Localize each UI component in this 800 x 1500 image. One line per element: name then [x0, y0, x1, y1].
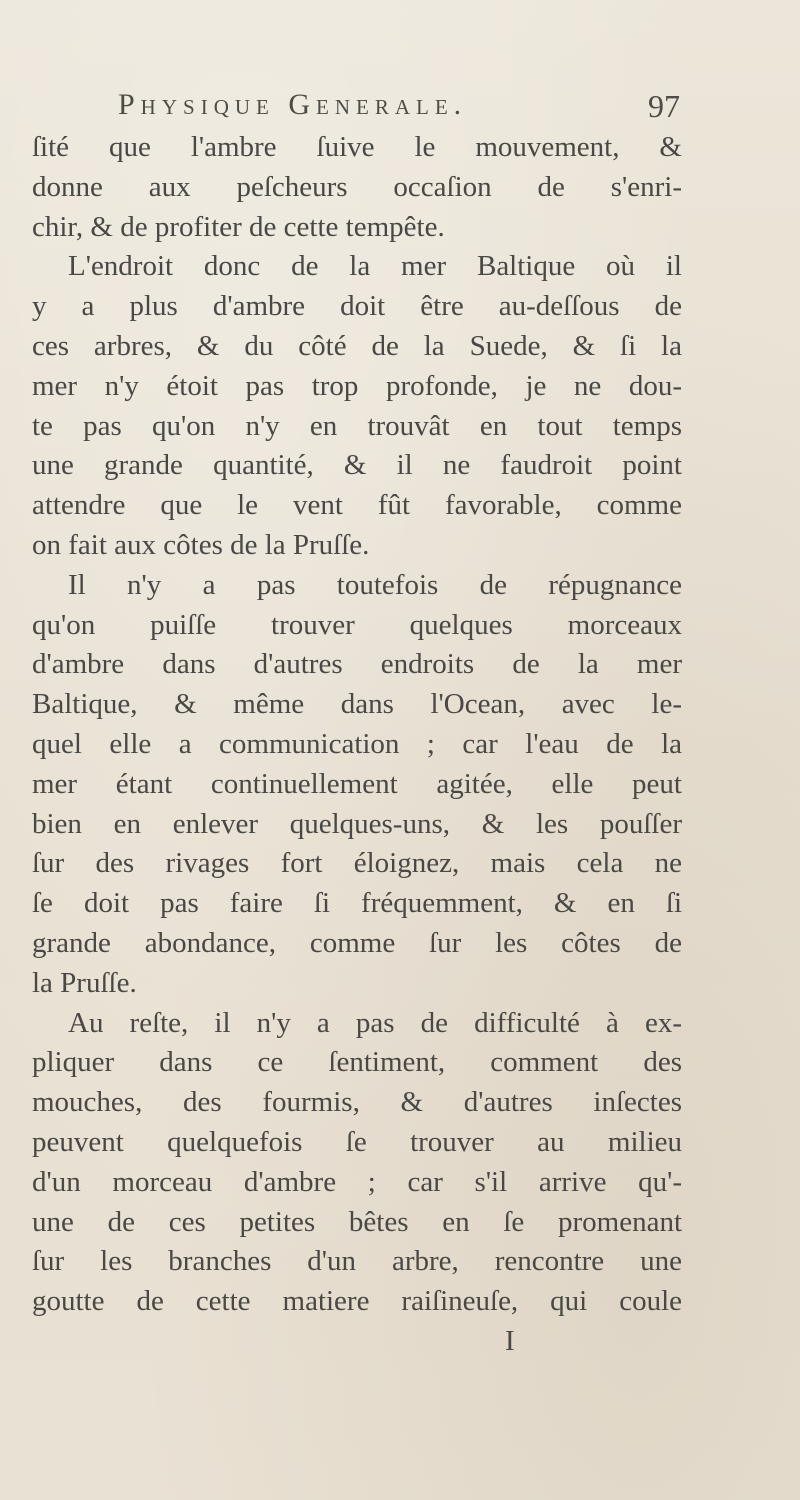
page-number: 97	[648, 88, 680, 124]
text-line: L'endroit donc de la mer Baltique où il	[68, 250, 682, 283]
text-line: Au reſte, il n'y a pas de difficulté à ex-	[68, 1006, 682, 1039]
body-text	[32, 128, 682, 1322]
text-line: quel elle a communication ; car l'eau de la	[32, 727, 682, 760]
text-line: la Pruſſe.	[32, 966, 137, 999]
text-line: ſe doit pas faire ſi fréquemment, & en ſi	[32, 887, 682, 920]
text-line: attendre que le vent fût favorable, comme	[32, 489, 682, 522]
text-line: mer n'y étoit pas trop profonde, je ne dou-	[32, 369, 682, 402]
text-line: pliquer dans ce ſentiment, comment des	[32, 1046, 682, 1079]
text-line: ces arbres, & du côté de la Suede, & ſi la	[32, 329, 682, 362]
running-head: Physique Generale.	[118, 88, 468, 121]
text-line: te pas qu'on n'y en trouvât en tout temps	[32, 409, 682, 442]
text-line: chir, & de profiter de cette tempête.	[32, 210, 445, 243]
text-line: qu'on puiſſe trouver quelques morceaux	[32, 608, 682, 641]
text-line: Il n'y a pas toutefois de répugnance	[68, 568, 682, 601]
text-line: goutte de cette matiere raiſineuſe, qui coule	[32, 1285, 682, 1318]
signature-mark: I	[505, 1325, 515, 1357]
text-line: ſité que l'ambre ſuive le mouvement, &	[32, 131, 682, 163]
text-line: d'un morceau d'ambre ; car s'il arrive qu'-	[32, 1165, 682, 1198]
text-line: mer étant continuellement agitée, elle peut	[32, 767, 682, 800]
text-line: ſur les branches d'un arbre, rencontre une	[32, 1245, 682, 1278]
page-header	[110, 82, 680, 130]
text-line: ſur des rivages fort éloignez, mais cela ne	[32, 847, 682, 880]
text-line: une de ces petites bêtes en ſe promenant	[32, 1205, 682, 1238]
text-line: y a plus d'ambre doit être au-deſſous de	[32, 290, 682, 323]
text-line: mouches, des fourmis, & d'autres inſectes	[32, 1086, 682, 1119]
text-line: on fait aux côtes de la Pruſſe.	[32, 528, 370, 561]
text-line: donne aux peſcheurs occaſion de s'enri-	[32, 170, 682, 203]
text-line: grande abondance, comme ſur les côtes de	[32, 926, 682, 959]
text-line: Baltique, & même dans l'Ocean, avec le-	[32, 688, 682, 721]
text-line: une grande quantité, & il ne faudroit point	[32, 449, 682, 482]
text-line: d'ambre dans d'autres endroits de la mer	[32, 648, 682, 681]
text-line: peuvent quelquefois ſe trouver au milieu	[32, 1125, 682, 1158]
text-line: bien en enlever quelques-uns, & les pouſſer	[32, 807, 682, 840]
